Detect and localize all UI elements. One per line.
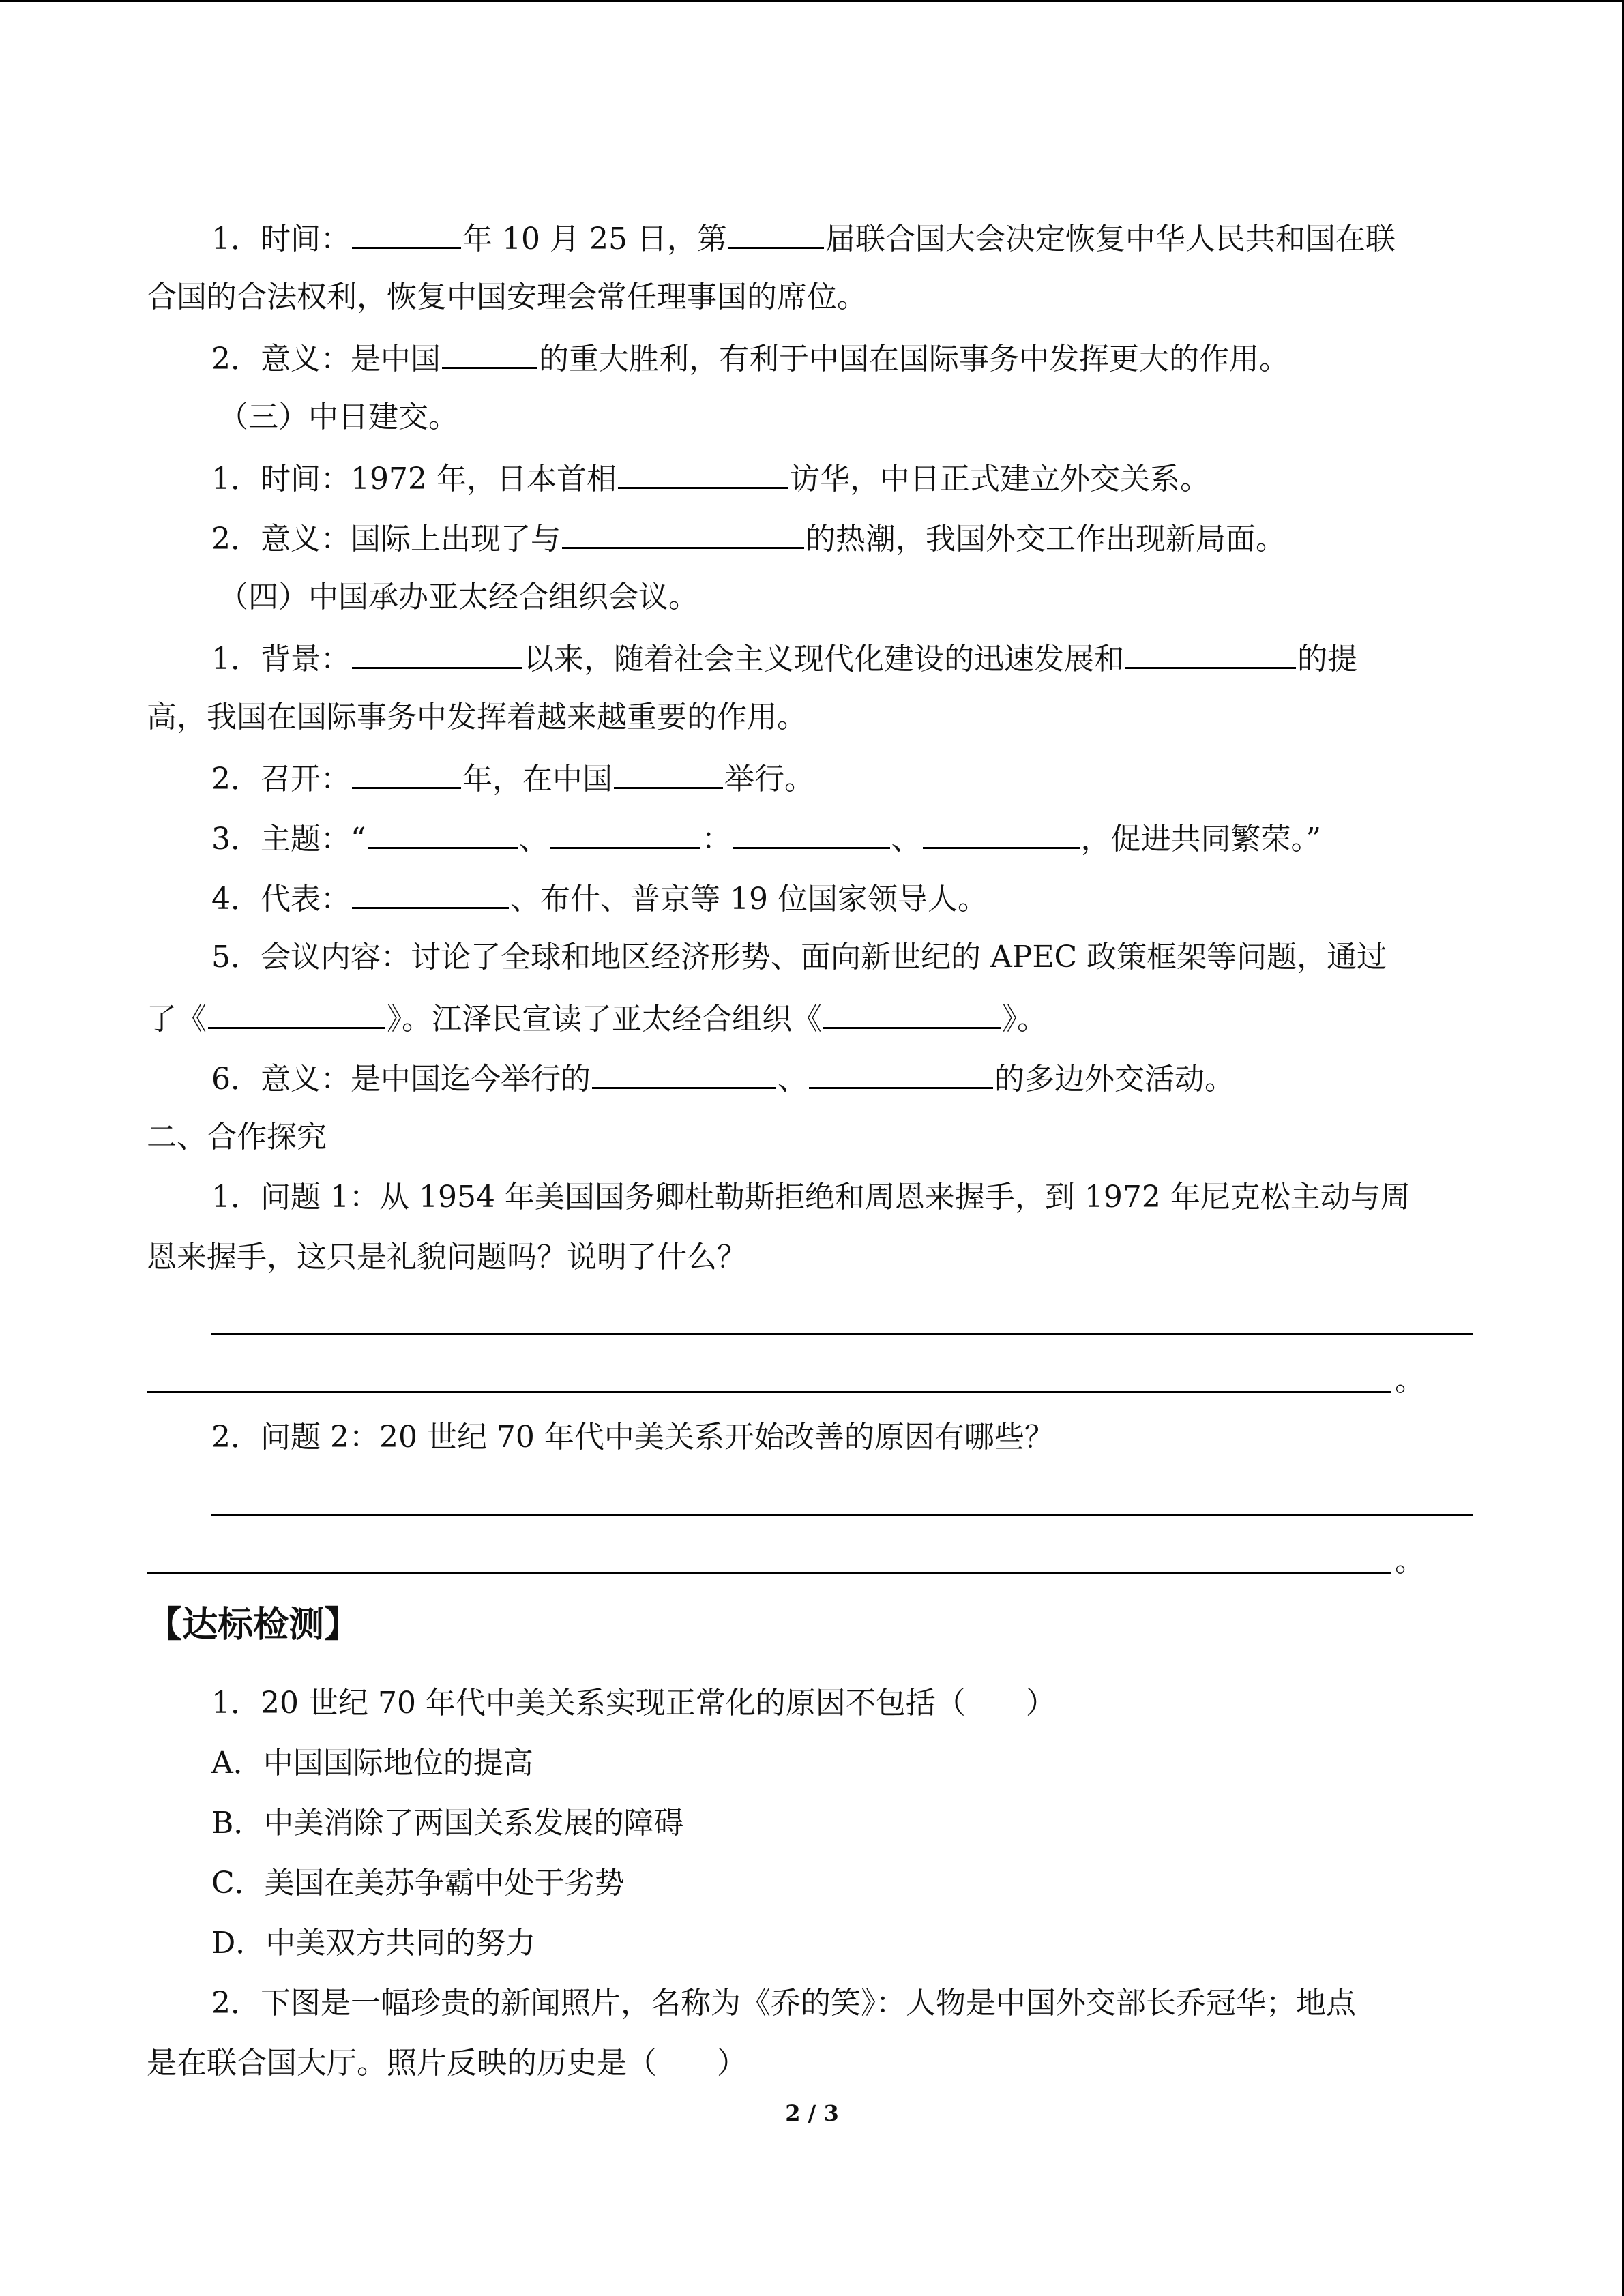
top-border <box>0 0 1624 2</box>
test-heading: 【达标检测】 <box>147 1605 360 1645</box>
option-b[interactable] <box>211 1803 1477 1844</box>
period: 。 <box>1395 1363 1425 1398</box>
text: 2．意义：是中国 <box>211 342 441 376</box>
page-number: 2 / 3 <box>785 2100 839 2126</box>
blank[interactable] <box>614 757 723 789</box>
blank[interactable] <box>442 337 537 369</box>
fill-line <box>211 637 1477 680</box>
text: 1．背景： <box>211 642 351 676</box>
text: A．中国国际地位的提高 <box>211 1746 533 1780</box>
answer-line[interactable] <box>211 1514 1473 1516</box>
answer-line[interactable] <box>147 1391 1391 1393</box>
text: 3．主题：“ <box>211 822 366 856</box>
text: 、 <box>891 822 921 856</box>
blank[interactable] <box>823 997 1001 1029</box>
text-line <box>147 697 1477 738</box>
blank[interactable] <box>1125 637 1296 669</box>
text: 以来，随着社会主义现代化建设的迅速发展和 <box>524 642 1124 676</box>
text: 访华，中日正式建立外交关系。 <box>789 462 1210 496</box>
text: 、 <box>518 822 549 856</box>
text: 》。江泽民宣读了亚太经合组织《 <box>387 1002 822 1037</box>
text: ，促进共同繁荣。” <box>1080 822 1321 856</box>
question-text <box>211 1683 1477 1724</box>
blank[interactable] <box>550 817 700 849</box>
text: 的提 <box>1297 642 1357 676</box>
text: D．中美双方共同的努力 <box>211 1926 536 1960</box>
section-title <box>147 1117 1477 1158</box>
text: 、布什、普京等 19 位国家领导人。 <box>510 882 988 916</box>
blank[interactable] <box>352 217 461 249</box>
fill-line <box>211 457 1477 500</box>
text: 合国的合法权利，恢复中国安理会常任理事国的席位。 <box>147 280 867 314</box>
text: ： <box>701 822 732 856</box>
blank[interactable] <box>733 817 890 849</box>
text: 5．会议内容：讨论了全球和地区经济形势、面向新世纪的 APEC 政策框架等问题，通过 <box>211 940 1387 974</box>
blank[interactable] <box>923 817 1080 849</box>
text: 是在联合国大厅。照片反映的历史是（ ） <box>147 2046 747 2081</box>
fill-line <box>211 337 1477 380</box>
text: 》。 <box>1002 1002 1047 1037</box>
fill-line <box>211 817 1477 860</box>
text: 2．意义：国际上出现了与 <box>211 522 561 556</box>
text: 2．召开： <box>211 762 351 796</box>
blank[interactable] <box>728 217 824 249</box>
text: 年，在中国 <box>462 762 612 796</box>
blank[interactable] <box>562 517 804 549</box>
period: 。 <box>1395 1544 1425 1579</box>
blank[interactable] <box>208 997 385 1029</box>
text: 1．时间： <box>211 222 351 256</box>
text: 1．时间：1972 年，日本首相 <box>211 462 617 496</box>
text: 年 10 月 25 日，第 <box>462 222 727 256</box>
text: 2．问题 2：20 世纪 70 年代中美关系开始改善的原因有哪些？ <box>211 1420 1054 1455</box>
sub-heading <box>218 397 1548 438</box>
text: 4．代表： <box>211 882 351 916</box>
text: 举行。 <box>724 762 814 796</box>
blank[interactable] <box>368 817 518 849</box>
question-text <box>147 2043 1477 2084</box>
blank[interactable] <box>352 757 461 789</box>
fill-line <box>211 217 1477 260</box>
fill-line <box>211 877 1477 920</box>
text: 届联合国大会决定恢复中华人民共和国在联 <box>825 222 1396 256</box>
text-line <box>211 937 1477 978</box>
text: 的重大胜利，有利于中国在国际事务中发挥更大的作用。 <box>539 342 1289 376</box>
text: （四）中国承办亚太经合组织会议。 <box>218 580 698 614</box>
fill-line <box>147 997 1477 1040</box>
option-a[interactable] <box>211 1743 1477 1784</box>
text: 、 <box>778 1062 808 1097</box>
fill-line <box>211 517 1477 560</box>
text: （三）中日建交。 <box>218 400 458 434</box>
text: C．美国在美苏争霸中处于劣势 <box>211 1866 625 1900</box>
blank[interactable] <box>352 637 522 669</box>
text: 1．20 世纪 70 年代中美关系实现正常化的原因不包括（ ） <box>211 1686 1056 1720</box>
answer-line[interactable] <box>147 1572 1391 1574</box>
blank[interactable] <box>618 457 788 489</box>
text-line <box>147 277 1477 318</box>
sub-heading <box>218 577 1548 618</box>
text: 恩来握手，这只是礼貌问题吗？说明了什么？ <box>147 1240 747 1274</box>
answer-line[interactable] <box>211 1333 1473 1335</box>
text: B．中美消除了两国关系发展的障碍 <box>211 1806 684 1840</box>
text: 2．下图是一幅珍贵的新闻照片，名称为《乔的笑》：人物是中国外交部长乔冠华；地点 <box>211 1986 1356 2021</box>
question-text <box>147 1237 1477 1278</box>
text: 二、合作探究 <box>147 1120 327 1154</box>
text: 高，我国在国际事务中发挥着越来越重要的作用。 <box>147 700 807 734</box>
fill-line <box>211 1057 1477 1100</box>
blank[interactable] <box>352 877 509 909</box>
text: 1．问题 1：从 1954 年美国国务卿杜勒斯拒绝和周恩来握手，到 1972 年尼克松主动与周 <box>211 1180 1411 1214</box>
text: 6．意义：是中国迄今举行的 <box>211 1062 591 1097</box>
option-c[interactable] <box>211 1863 1477 1904</box>
question-text <box>211 1983 1477 2024</box>
text: 的热潮，我国外交工作出现新局面。 <box>806 522 1286 556</box>
blank[interactable] <box>809 1057 993 1089</box>
blank[interactable] <box>592 1057 776 1089</box>
text: 的多边外交活动。 <box>994 1062 1235 1097</box>
question-text <box>211 1177 1477 1218</box>
fill-line <box>211 757 1477 800</box>
option-d[interactable] <box>211 1923 1477 1964</box>
question-text <box>211 1417 1477 1458</box>
text: 了《 <box>147 1002 207 1037</box>
